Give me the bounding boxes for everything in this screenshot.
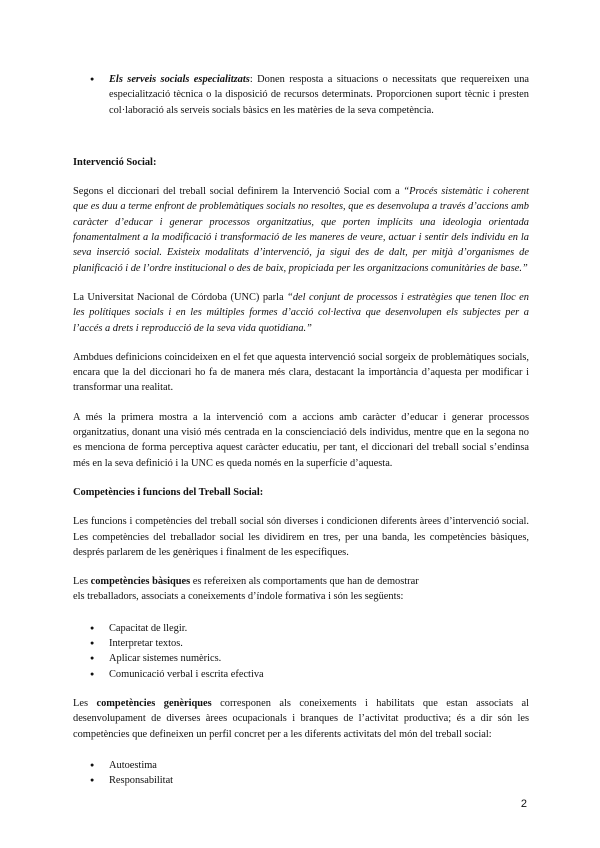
- intervencio-paragraph-4: A més la primera mostra a la intervenció com a accions amb caràcter d’educar i generar processos organitzatius, donant una visió més centrada en la conscienciació dels individus, mentre que en la segona no es menciona de forma perceptiva aquest caràcter educatiu, per tant, el diccionari del treball social s’endinsa més en la seva definició i la UNC es queda només en la superfície d’aquesta.: [73, 411, 529, 469]
- generiques-paragraph: Les competències genèriques corresponen als coneixements i habilitats que estan associats al desenvolupament de diverses àrees ocupacionals i branques de l’activitat productiva; és a dir són les competències que defineixen un perfil concret per a les diferents activitats del món del treball social:: [73, 697, 530, 740]
- serveis-especialitzats-text: Donen resposta a situacions o necessitats que requereixen una especialització tècnica o la disposició de recursos determinats. Proporcionen suport tècnic i presten col·laboració als serveis socials bàsics en les matèries de la seva competència.: [109, 74, 529, 116]
- intervencio-heading: Intervenció Social:: [73, 156, 157, 168]
- list-item: ● Interpretar textos.: [73, 636, 529, 651]
- competencies-paragraph-1: Les funcions i competències del treball social són diverses i condicionen diferents àrees d’intervenció social. Les competències del treballador social les dividirem en tres, per una banda, les competències bàsiques, després parlarem de les genèriques i finalment de les específiques.: [73, 516, 529, 558]
- generiques-list: [73, 758, 529, 789]
- intervencio-paragraph-1: Segons el diccionari del treball social definirem la Intervenció Social com a “Procés sistemàtic i coherent que es duu a terme enfront de problemàtiques socials no resoltes, que es desenvolupa a través d’accions amb caràcter d’educar i generar processos organitzatius, que porten implícits una ideologia orientada fonamentalment a la modificació i transformació de les maneres de veure, actuar i sentir dels individu en la seva inserció social. Existeix modalitats d’intervenció, ja sigui des de dalt, per mitjà d’organismes de planificació i de l’ordre institucional o des de baix, propiciada per les organitzacions comunitàries de base.”: [73, 186, 529, 274]
- generiques-term: competències genèriques: [96, 697, 212, 709]
- list-item: ● Responsabilitat: [73, 773, 529, 788]
- list-item: ● Capacitat de llegir.: [73, 621, 529, 636]
- basiques-term: competències bàsiques: [90, 576, 191, 588]
- intervencio-paragraph-3: Ambdues definicions coincideixen en el fet que aquesta intervenció social sorgeix de problemàtiques socials, encara que la del diccionari ho fa de manera més clara, destacant la importància d’aquesta per modificar i transformar una realitat.: [73, 351, 529, 394]
- list-item: ● Comunicació verbal i escrita efectiva: [73, 667, 529, 682]
- list-item: ● Els serveis socials especialitzats: Donen resposta a situacions o necessitats que requereixen una especialització tècnica o la disposició de recursos determinats. Proporcionen suport tècnic i presten col·laboració als serveis socials bàsics en les matèries de la seva competència.: [73, 72, 529, 118]
- top-bullet-list: [73, 72, 529, 118]
- serveis-especialitzats-term: Els serveis socials especialitzats: [109, 74, 250, 85]
- intervencio-paragraph-2: La Universitat Nacional de Córdoba (UNC) parla “del conjunt de processos i estratègies que tenen lloc en les polítiques socials i en les múltiples formes d’acció col·lectiva que desenvolupen els subjectes per a l’accés a drets i reproducció de la seva vida quotidiana.”: [73, 291, 529, 334]
- competencies-heading: Competències i funcions del Treball Social:: [73, 486, 264, 498]
- basiques-paragraph: Les competències bàsiques es refereixen als comportaments que han de demostrar els treballadors, associats a coneixements d’índole formativa i són les següents:: [73, 576, 419, 603]
- basiques-list: [73, 621, 529, 682]
- list-item: ● Autoestima: [73, 758, 529, 773]
- page-number: 2: [520, 798, 527, 810]
- list-item: ● Aplicar sistemes numèrics.: [73, 651, 529, 666]
- page-content: [73, 72, 529, 788]
